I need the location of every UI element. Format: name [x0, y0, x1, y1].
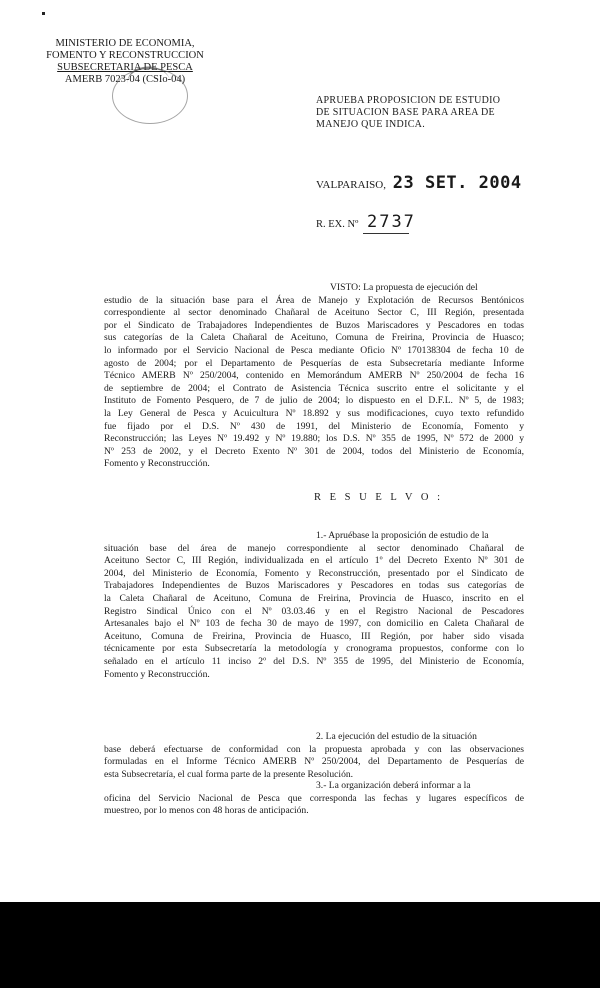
paragraph-line: Instituto de Fomento Pesquero, de 7 de julio de 2004; lo dispuesto en el D.F.L. Nº 5, de 1983; — [104, 395, 524, 407]
resolution-number — [316, 212, 416, 232]
paragraph-line: Fomento y Reconstrucción. — [104, 458, 210, 470]
subject-line: DE SITUACION BASE PARA AREA DE — [316, 107, 495, 118]
subject-line: APRUEBA PROPOSICION DE ESTUDIO — [316, 95, 501, 106]
paragraph-line: por el Sindicato de Trabajadores Independientes de Buzos Mariscadores y Pescadores en todas — [104, 319, 524, 331]
paragraph-line: correspondiente al sector denominado Chañaral de Aceituno Sector C, III Región, presentada — [104, 307, 524, 319]
resolution-subject — [316, 95, 566, 131]
resuelvo-heading: R E S U E L V O : — [314, 492, 443, 503]
paragraph-line: lo informado por el Servicio Nacional de Pesca mediante Oficio Nº 170138304 de fecha 10 de — [104, 344, 524, 356]
paragraph-line: formuladas en el Informe Técnico AMERB Nº 250/2004, del Departamento de Pesquerías de — [104, 756, 524, 768]
resolution-item-1 — [104, 530, 524, 681]
paragraph-line: Artesanales bajo el Nº 103 de fecha 30 de mayo de 1997, con domicilio en Caleta Chañaral de — [104, 618, 524, 630]
place-label: VALPARAISO, — [316, 179, 386, 191]
resolution-label: R. EX. Nº — [316, 219, 359, 230]
paragraph-line: situación base del área de manejo correspondiente al sector denominado Chañaral de — [104, 542, 524, 554]
paragraph-line: estudio de la situación base para el Área de Manejo y Explotación de Recursos Bentónicos — [104, 294, 524, 306]
paragraph-line: VISTO: La propuesta de ejecución del — [330, 282, 478, 293]
paragraph-line: fue fijado por el D.S. Nº 430 de 1991, del Ministerio de Economía, Fomento y — [104, 420, 524, 432]
paragraph-line: la Caleta Chañaral de Aceituno, Comuna de Freirina, Provincia de Huasco, inscrito en el — [104, 592, 524, 604]
paragraph-line: técnicamente por esta Subsecretaría la metodología y cronograma propuestos, conforme con lo — [104, 643, 524, 655]
paragraph-line: Registro Sindical Único con el Nº 03.03.46 y en el Registro Nacional de Pescadores — [104, 605, 524, 617]
paragraph-line: Nº 253 de 2002, y el Decreto Exento Nº 301 de 2004, todos del Ministerio de Economía, — [104, 445, 524, 457]
paragraph-line: Reconstrucción; las Leyes Nº 19.492 y Nº 19.880; los D.S. Nº 355 de 1995, Nº 572 de 2000 y — [104, 433, 524, 445]
header-line: FOMENTO Y RECONSTRUCCION — [46, 50, 204, 61]
scan-speck — [42, 12, 45, 15]
resolution-item-2 — [104, 731, 524, 781]
paragraph-line: esta Subsecretaría, el cual forma parte de la presente Resolución. — [104, 768, 354, 780]
paragraph-line: Técnico AMERB Nº 250/2004, contenido en Memorándum AMERB Nº 250/2004 de fecha 16 — [104, 370, 524, 382]
header-reference: AMERB 7023-04 (CSIo-04) — [64, 74, 186, 85]
paragraph-line: Aceituno, Comuna de Freirina, Provincia de Huasco, III Región, por haber sido visada — [104, 630, 524, 642]
paragraph-line: base deberá efectuarse de conformidad con la propuesta aprobada y con las observaciones — [104, 743, 524, 755]
paragraph-line: 1.- Apruébase la proposición de estudio de la — [316, 530, 489, 541]
paragraph-line: la Ley General de Pesca y Acuicultura Nº 18.892 y sus modificaciones, cuyo texto refundido — [104, 407, 524, 419]
header-line: SUBSECRETARIA DE PESCA — [57, 62, 193, 73]
header-line: MINISTERIO DE ECONOMIA, — [55, 38, 195, 49]
paragraph-line: de septiembre de 2004; el Contrato de Asistencia Técnica suscrito entre el solicitante y el — [104, 382, 524, 394]
resolution-item-3 — [104, 780, 524, 818]
subject-line: MANEJO QUE INDICA. — [316, 119, 426, 130]
paragraph-line: 3.- La organización deberá informar a la — [316, 780, 471, 791]
paragraph-line: agosto de 2004; por el Departamento de Pesquerías de esta Subsecretaría mediante Informe — [104, 357, 524, 369]
paragraph-line: Aceituno Sector C, III Región, individualizada en el artículo 1º del Decreto Exento Nº 301 de — [104, 555, 524, 567]
date-stamp: 23 SET. 2004 — [392, 173, 522, 193]
paragraph-line: Trabajadores Independientes de Buzos Mariscadores y Pescadores en todas sus categorías de — [104, 580, 524, 592]
resolution-number-stamp: 2737 — [366, 212, 416, 232]
dateline — [316, 173, 522, 193]
paragraph-line: señalado en el artículo 11 inciso 2º del D.S. Nº 355 de 1995, del Ministerio de Economía, — [104, 655, 524, 667]
number-underline — [363, 233, 409, 234]
paragraph-line: sus categorías de la Caleta Chañaral de Aceituno, Comuna de Freirina, Provincia de Huasco; — [104, 332, 524, 344]
paragraph-line: 2004, del Ministerio de Economía, Fomento y Reconstrucción, presentado por el Sindicato de — [104, 567, 524, 579]
paragraph-line: oficina del Servicio Nacional de Pesca que corresponda las fechas y lugares específicos de — [104, 792, 524, 804]
scan-border — [0, 902, 600, 988]
paragraph-line: muestreo, por lo menos con 48 horas de anticipación. — [104, 805, 309, 817]
paragraph-line: 2. La ejecución del estudio de la situación — [316, 731, 477, 742]
paragraph-line: Fomento y Reconstrucción. — [104, 668, 210, 680]
visto-paragraph — [104, 282, 524, 471]
